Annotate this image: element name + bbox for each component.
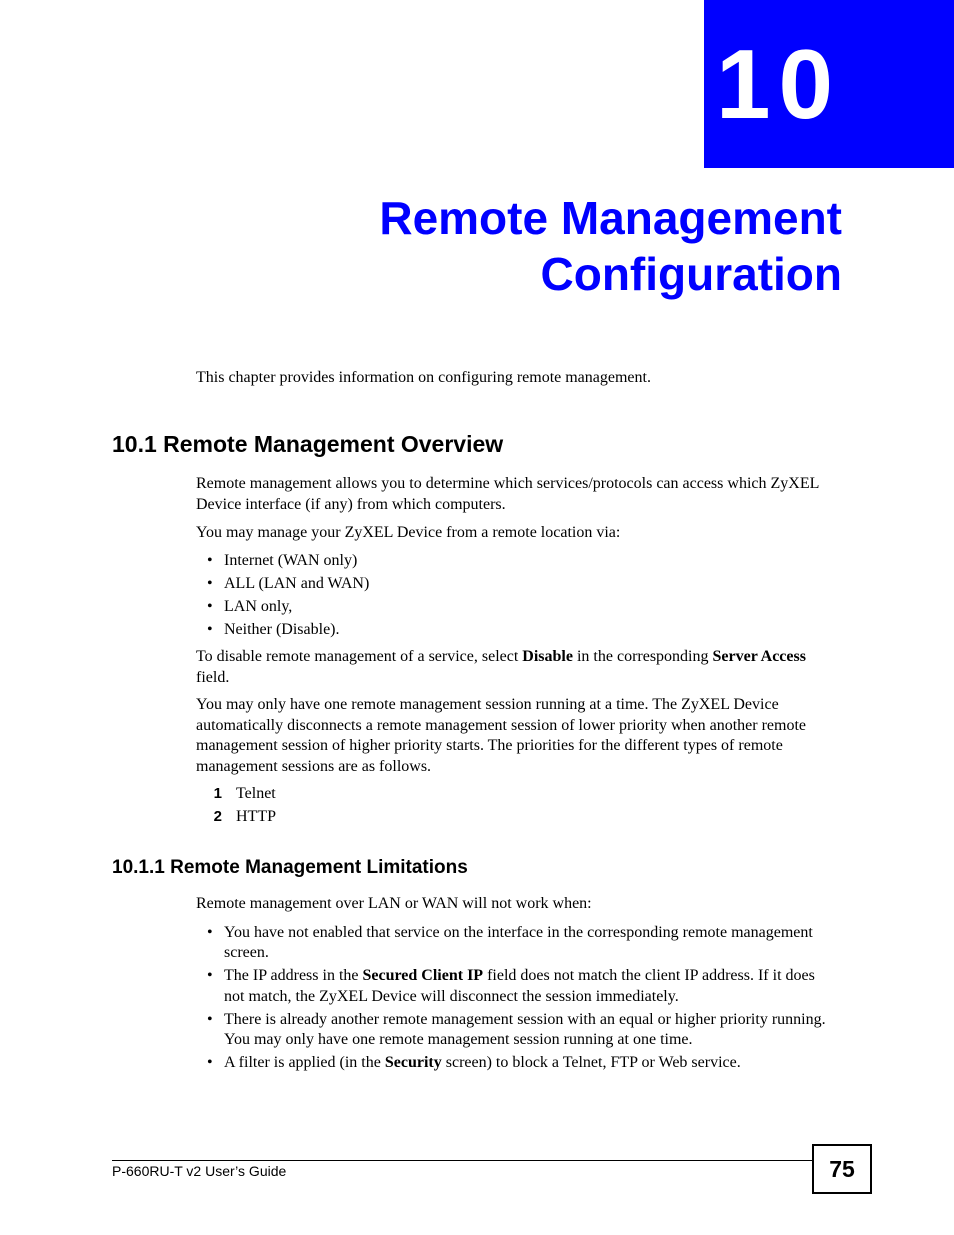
text-span: in the corresponding <box>572 648 713 665</box>
list-item <box>196 966 836 1007</box>
list-item-label: HTTP <box>236 808 276 825</box>
list-item: • You have not enabled that service on the interface in the corresponding remote management screen. <box>196 923 836 964</box>
list-item-label: Telnet <box>236 785 276 802</box>
limitations-paragraph-1: Remote management over LAN or WAN will not work when: <box>196 895 592 912</box>
text-span: A filter is applied (in the <box>224 1054 385 1071</box>
overview-paragraph-3 <box>196 647 836 688</box>
bold-term-secured-client-ip: Secured Client IP <box>362 967 484 984</box>
text-span: To disable remote management of a service, select <box>196 648 523 665</box>
intro-paragraph <box>196 368 836 389</box>
chapter-title-line-2: Configuration <box>540 248 842 300</box>
text-span: field. <box>196 668 230 686</box>
page-number: 75 <box>829 1155 855 1182</box>
chapter-title-line-1: Remote Management <box>379 192 842 244</box>
list-item: • Internet (WAN only) <box>196 551 836 572</box>
section-limitations-body <box>196 894 836 1074</box>
bold-term-server-access: Server Access <box>712 648 806 665</box>
list-item <box>196 1053 836 1074</box>
list-item: • ALL (LAN and WAN) <box>196 574 836 595</box>
bold-term-disable: Disable <box>522 648 573 665</box>
overview-paragraph-4: You may only have one remote management session running at a time. The ZyXEL Device automatically disconnects a remote management session of lower priority when another remote management session of higher priority starts. The priorities for the different types of remote management sessions are as follows. <box>196 696 807 775</box>
section-heading-overview: 10.1 Remote Management Overview <box>112 431 504 457</box>
intro-text: This chapter provides information on configuring remote management. <box>196 369 651 386</box>
limitations-list <box>196 923 836 1074</box>
overview-paragraph-2: You may manage your ZyXEL Device from a remote location via: <box>196 524 621 541</box>
list-number: 2 <box>213 808 222 825</box>
list-number: 1 <box>213 785 222 802</box>
overview-paragraph-1: Remote management allows you to determine which services/protocols can access which ZyXEL Device interface (if any) from which computers. <box>196 475 819 513</box>
list-item <box>196 784 836 805</box>
chapter-number: 10 <box>716 29 842 139</box>
list-item <box>196 807 836 828</box>
chapter-number-box <box>704 0 954 168</box>
chapter-title <box>379 190 842 302</box>
priority-list <box>196 784 836 828</box>
list-item: • Neither (Disable). <box>196 620 836 641</box>
footer-guide-title: P-660RU-T v2 User’s Guide <box>112 1163 287 1179</box>
text-span: field does not match the client IP address. If it does not match, the ZyXEL Device will disconnect the session immediately. <box>224 967 815 1005</box>
text-span: The IP address in the <box>224 967 363 984</box>
page-number-box <box>812 1144 872 1194</box>
section-overview-body <box>196 474 836 828</box>
footer-rule <box>112 1160 812 1161</box>
section-heading-limitations: 10.1.1 Remote Management Limitations <box>112 857 468 878</box>
access-options-list <box>196 551 836 641</box>
bold-term-security: Security <box>384 1054 442 1071</box>
list-item: • LAN only, <box>196 597 836 618</box>
text-span: screen) to block a Telnet, FTP or Web service. <box>441 1054 741 1071</box>
list-item: • There is already another remote management session with an equal or higher priority running. You may only have one remote management session running at one time. <box>196 1010 836 1051</box>
